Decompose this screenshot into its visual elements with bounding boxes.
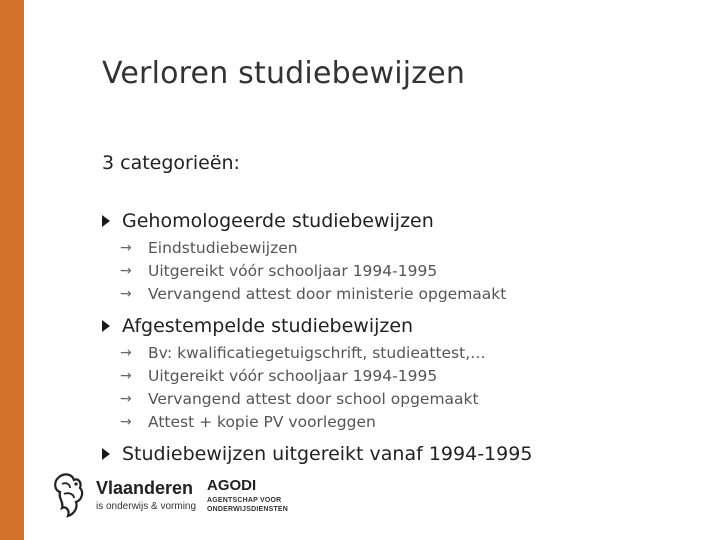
bullet-label: Afgestempelde studiebewijzen	[122, 315, 414, 337]
arrow-icon: →	[120, 344, 132, 361]
triangle-bullet-icon	[102, 320, 110, 332]
triangle-bullet-icon	[102, 215, 110, 227]
agodi-name: AGODI	[207, 477, 257, 494]
vlaanderen-logo	[48, 470, 198, 520]
lion-icon	[48, 470, 90, 520]
agodi-subtitle-line1: AGENTSCHAP VOOR	[207, 497, 282, 504]
sub-item-text: Attest + kopie PV voorleggen	[148, 412, 376, 431]
agodi-subtitle-line2: ONDERWIJSDIENSTEN	[207, 506, 289, 513]
sub-item-text: Uitgereikt vóór schooljaar 1994-1995	[148, 366, 438, 385]
bullet-label: Gehomologeerde studiebewijzen	[122, 210, 434, 232]
sub-item	[118, 282, 700, 305]
triangle-bullet-icon	[102, 448, 110, 460]
sub-item	[118, 387, 700, 410]
arrow-icon: →	[120, 285, 132, 302]
slide-subtitle: 3 categorieën:	[102, 152, 240, 174]
arrow-icon: →	[120, 239, 132, 256]
side-accent-bar	[0, 0, 24, 540]
arrow-icon: →	[120, 262, 132, 279]
vlaanderen-name: Vlaanderen	[96, 478, 194, 498]
sub-item-text: Vervangend attest door school opgemaakt	[148, 389, 479, 408]
sub-list	[100, 236, 700, 305]
sub-item	[118, 364, 700, 387]
agodi-logo	[207, 477, 317, 527]
arrow-icon: →	[120, 390, 132, 407]
arrow-icon: →	[120, 413, 132, 430]
bullet-list	[100, 206, 700, 475]
vlaanderen-tagline: is onderwijs & vorming	[96, 501, 197, 512]
slide-title: Verloren studiebewijzen	[102, 56, 466, 91]
sub-item	[118, 410, 700, 433]
sub-item-text: Vervangend attest door ministerie opgemaakt	[148, 284, 507, 303]
sub-item-text: Eindstudiebewijzen	[148, 238, 298, 257]
bullet-item	[100, 311, 700, 433]
bullet-label: Studiebewijzen uitgereikt vanaf 1994-1995	[122, 443, 533, 465]
arrow-icon: →	[120, 367, 132, 384]
bullet-item	[100, 439, 700, 469]
sub-list	[100, 341, 700, 433]
sub-item-text: Uitgereikt vóór schooljaar 1994-1995	[148, 261, 438, 280]
sub-item	[118, 341, 700, 364]
sub-item-text: Bv: kwalificatiegetuigschrift, studieattest,…	[148, 343, 486, 362]
bullet-item	[100, 206, 700, 305]
sub-item	[118, 236, 700, 259]
sub-item	[118, 259, 700, 282]
